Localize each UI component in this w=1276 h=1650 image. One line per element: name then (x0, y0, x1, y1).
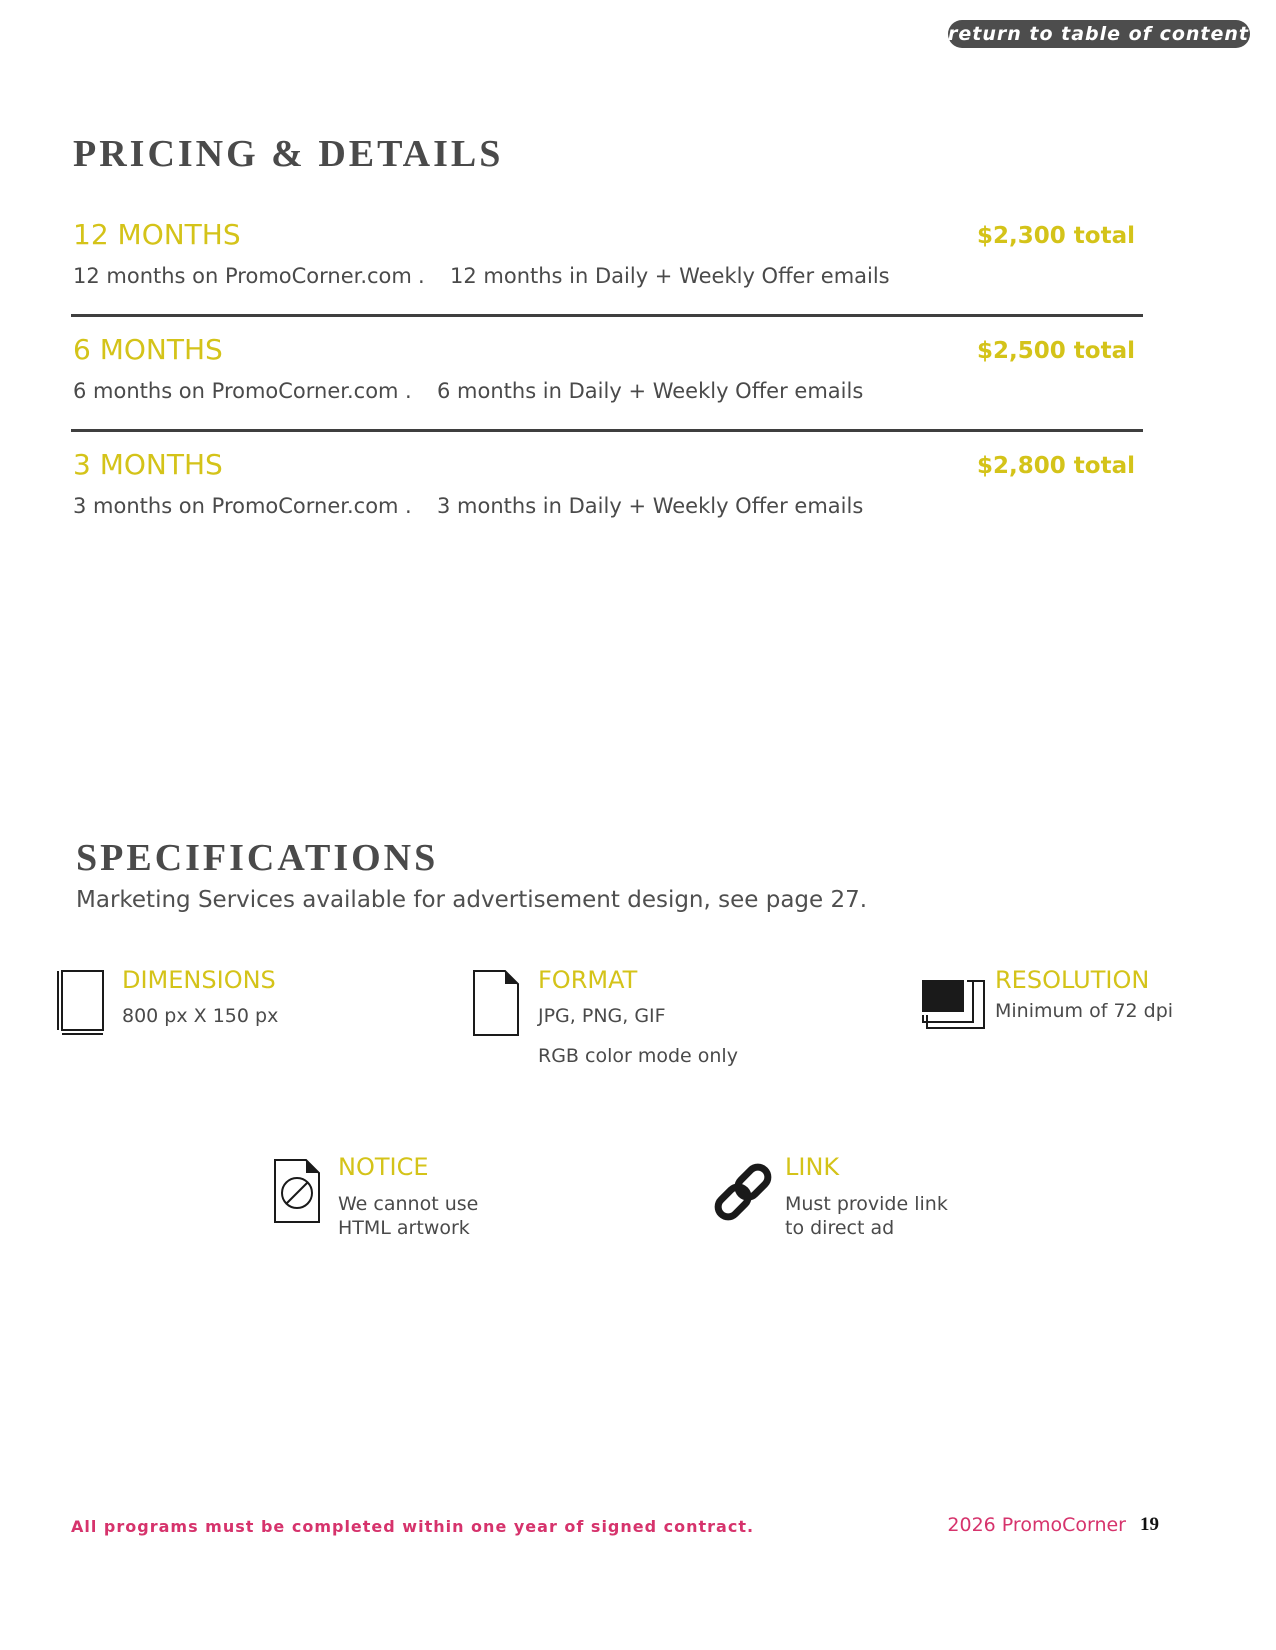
footer-brand: 2026 PromoCorner (947, 1514, 1126, 1536)
plan-3-name: 3 MONTHS (73, 448, 223, 481)
plan-6-site: 6 months on PromoCorner.com (73, 379, 399, 403)
plan-12-email: 12 months in Daily + Weekly Offer emails (450, 264, 890, 288)
plan-12-site: 12 months on PromoCorner.com (73, 264, 412, 288)
plan-6-email: 6 months in Daily + Weekly Offer emails (437, 379, 864, 403)
divider (71, 429, 1143, 432)
resolution-title: RESOLUTION (995, 966, 1150, 994)
resolution-value: Minimum of 72 dpi (995, 1000, 1174, 1022)
plan-12-price: $2,300 total (977, 223, 1135, 249)
plan-3-site: 3 months on PromoCorner.com (73, 494, 399, 518)
specifications-intro: Marketing Services available for advertisement design, see page 27. (76, 887, 868, 913)
plan-3-price: $2,800 total (977, 453, 1135, 479)
specifications-title: SPECIFICATIONS (76, 837, 439, 879)
notice-line-2: HTML artwork (338, 1217, 470, 1239)
plan-6-separator: . (405, 379, 412, 403)
pricing-title: PRICING & DETAILS (73, 133, 504, 175)
dimensions-icon (56, 968, 106, 1038)
document-icon (471, 968, 521, 1038)
link-title: LINK (785, 1153, 840, 1181)
notice-line-1: We cannot use (338, 1193, 479, 1215)
plan-3-email: 3 months in Daily + Weekly Offer emails (437, 494, 864, 518)
plan-6-price: $2,500 total (977, 338, 1135, 364)
format-title: FORMAT (538, 966, 638, 994)
footer-contract-note: All programs must be completed within one year of signed contract. (71, 1517, 755, 1536)
notice-title: NOTICE (338, 1153, 429, 1181)
plan-12-separator: . (418, 264, 425, 288)
format-color-mode: RGB color mode only (538, 1045, 738, 1067)
plan-6-name: 6 MONTHS (73, 333, 223, 366)
no-html-file-icon (272, 1157, 322, 1225)
plan-12-name: 12 MONTHS (73, 218, 241, 251)
chain-link-icon (708, 1157, 778, 1227)
format-types: JPG, PNG, GIF (538, 1005, 666, 1027)
dimensions-title: DIMENSIONS (122, 966, 276, 994)
plan-3-separator: . (405, 494, 412, 518)
link-line-2: to direct ad (785, 1217, 895, 1239)
screens-icon (921, 978, 989, 1034)
divider (71, 314, 1143, 317)
page-number: 19 (1140, 1514, 1159, 1535)
link-line-1: Must provide link (785, 1193, 948, 1215)
dimensions-value: 800 px X 150 px (122, 1005, 279, 1027)
return-to-toc-link[interactable]: return to table of contents (948, 20, 1250, 48)
